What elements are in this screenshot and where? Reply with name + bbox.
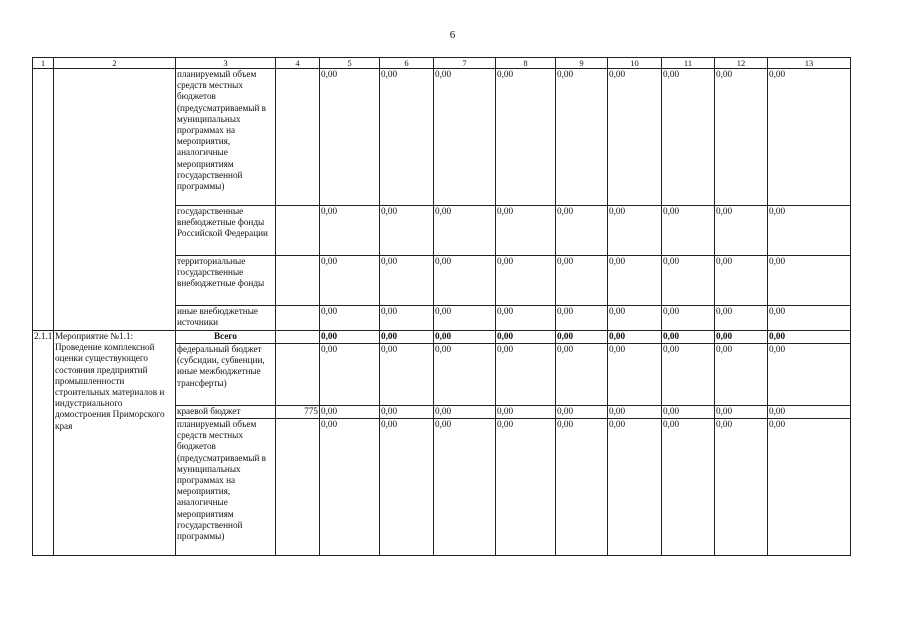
code-cell	[276, 256, 320, 306]
header-cell: 9	[556, 58, 608, 69]
value-cell: 0,00	[320, 306, 380, 331]
header-cell: 5	[320, 58, 380, 69]
header-cell: 10	[608, 58, 662, 69]
source-cell: краевой бюджет	[176, 406, 276, 419]
value-cell: 0,00	[380, 406, 434, 419]
value-cell: 0,00	[380, 69, 434, 206]
value-cell: 0,00	[662, 206, 715, 256]
code-cell	[276, 306, 320, 331]
value-cell: 0,00	[768, 206, 851, 256]
value-cell: 0,00	[662, 331, 715, 344]
header-cell: 4	[276, 58, 320, 69]
value-cell: 0,00	[320, 69, 380, 206]
value-cell: 0,00	[434, 306, 496, 331]
value-cell: 0,00	[380, 306, 434, 331]
value-cell: 0,00	[320, 406, 380, 419]
value-cell: 0,00	[768, 406, 851, 419]
value-cell: 0,00	[715, 331, 768, 344]
value-cell: 0,00	[715, 256, 768, 306]
source-cell: Всего	[176, 331, 276, 344]
row-id-cell	[33, 69, 54, 331]
header-cell: 2	[54, 58, 176, 69]
header-cell: 13	[768, 58, 851, 69]
value-cell: 0,00	[320, 256, 380, 306]
source-cell: иные внебюджетные источники	[176, 306, 276, 331]
value-cell: 0,00	[496, 306, 556, 331]
header-cell: 3	[176, 58, 276, 69]
page-number: 6	[449, 29, 456, 41]
value-cell: 0,00	[496, 419, 556, 556]
budget-table	[32, 57, 851, 556]
code-cell	[276, 344, 320, 406]
header-row	[33, 58, 851, 69]
value-cell: 0,00	[608, 344, 662, 406]
table-row	[33, 69, 851, 206]
value-cell: 0,00	[662, 69, 715, 206]
value-cell: 0,00	[608, 306, 662, 331]
table-row	[33, 331, 851, 344]
value-cell: 0,00	[608, 256, 662, 306]
value-cell: 0,00	[768, 331, 851, 344]
value-cell: 0,00	[556, 306, 608, 331]
value-cell: 0,00	[556, 69, 608, 206]
value-cell: 0,00	[715, 406, 768, 419]
header-cell: 11	[662, 58, 715, 69]
value-cell: 0,00	[662, 256, 715, 306]
value-cell: 0,00	[715, 419, 768, 556]
value-cell: 0,00	[320, 419, 380, 556]
value-cell: 0,00	[556, 331, 608, 344]
source-cell: территориальные государственные внебюджетные фонды	[176, 256, 276, 306]
row-name-cell: Мероприятие №1.1: Проведение комплексной оценки существующего состояния предприятий промышленности строительных материалов и индустриального домостроения Приморского края	[54, 331, 176, 556]
value-cell: 0,00	[662, 406, 715, 419]
code-cell	[276, 419, 320, 556]
value-cell: 0,00	[768, 69, 851, 206]
value-cell: 0,00	[434, 206, 496, 256]
value-cell: 0,00	[556, 419, 608, 556]
source-cell: планируемый объем средств местных бюджетов (предусматриваемый в муниципальных программах на мероприятия, аналогичные мероприятиям государственной программы)	[176, 69, 276, 206]
value-cell: 0,00	[715, 69, 768, 206]
value-cell: 0,00	[768, 419, 851, 556]
value-cell: 0,00	[496, 344, 556, 406]
row-name-cell	[54, 69, 176, 331]
value-cell: 0,00	[715, 306, 768, 331]
value-cell: 0,00	[556, 206, 608, 256]
code-cell	[276, 69, 320, 206]
value-cell: 0,00	[608, 331, 662, 344]
value-cell: 0,00	[496, 206, 556, 256]
header-cell: 7	[434, 58, 496, 69]
value-cell: 0,00	[662, 344, 715, 406]
value-cell: 0,00	[434, 419, 496, 556]
value-cell: 0,00	[608, 206, 662, 256]
value-cell: 0,00	[556, 344, 608, 406]
value-cell: 0,00	[320, 206, 380, 256]
value-cell: 0,00	[434, 406, 496, 419]
value-cell: 0,00	[434, 256, 496, 306]
value-cell: 0,00	[434, 344, 496, 406]
code-cell	[276, 331, 320, 344]
value-cell: 0,00	[608, 419, 662, 556]
value-cell: 0,00	[380, 206, 434, 256]
value-cell: 0,00	[380, 344, 434, 406]
value-cell: 0,00	[768, 344, 851, 406]
value-cell: 0,00	[768, 306, 851, 331]
value-cell: 0,00	[496, 331, 556, 344]
header-cell: 6	[380, 58, 434, 69]
value-cell: 0,00	[768, 256, 851, 306]
value-cell: 0,00	[608, 69, 662, 206]
value-cell: 0,00	[320, 331, 380, 344]
value-cell: 0,00	[715, 206, 768, 256]
value-cell: 0,00	[496, 69, 556, 206]
value-cell: 0,00	[715, 344, 768, 406]
header-cell: 1	[33, 58, 54, 69]
header-cell: 12	[715, 58, 768, 69]
header-cell: 8	[496, 58, 556, 69]
value-cell: 0,00	[496, 406, 556, 419]
value-cell: 0,00	[380, 256, 434, 306]
value-cell: 0,00	[608, 406, 662, 419]
value-cell: 0,00	[556, 256, 608, 306]
value-cell: 0,00	[662, 419, 715, 556]
value-cell: 0,00	[434, 331, 496, 344]
value-cell: 0,00	[434, 69, 496, 206]
source-cell: федеральный бюджет (субсидии, субвенции, иные межбюджетные трансферты)	[176, 344, 276, 406]
row-id-cell: 2.1.1	[33, 331, 54, 556]
code-cell	[276, 206, 320, 256]
value-cell: 0,00	[556, 406, 608, 419]
value-cell: 0,00	[320, 344, 380, 406]
value-cell: 0,00	[662, 306, 715, 331]
value-cell: 0,00	[496, 256, 556, 306]
value-cell: 0,00	[380, 419, 434, 556]
code-cell: 775	[276, 406, 320, 419]
source-cell: планируемый объем средств местных бюджетов (предусматриваемый в муниципальных программах на мероприятия, аналогичные мероприятиям государственной программы)	[176, 419, 276, 556]
source-cell: государственные внебюджетные фонды Российской Федерации	[176, 206, 276, 256]
value-cell: 0,00	[380, 331, 434, 344]
